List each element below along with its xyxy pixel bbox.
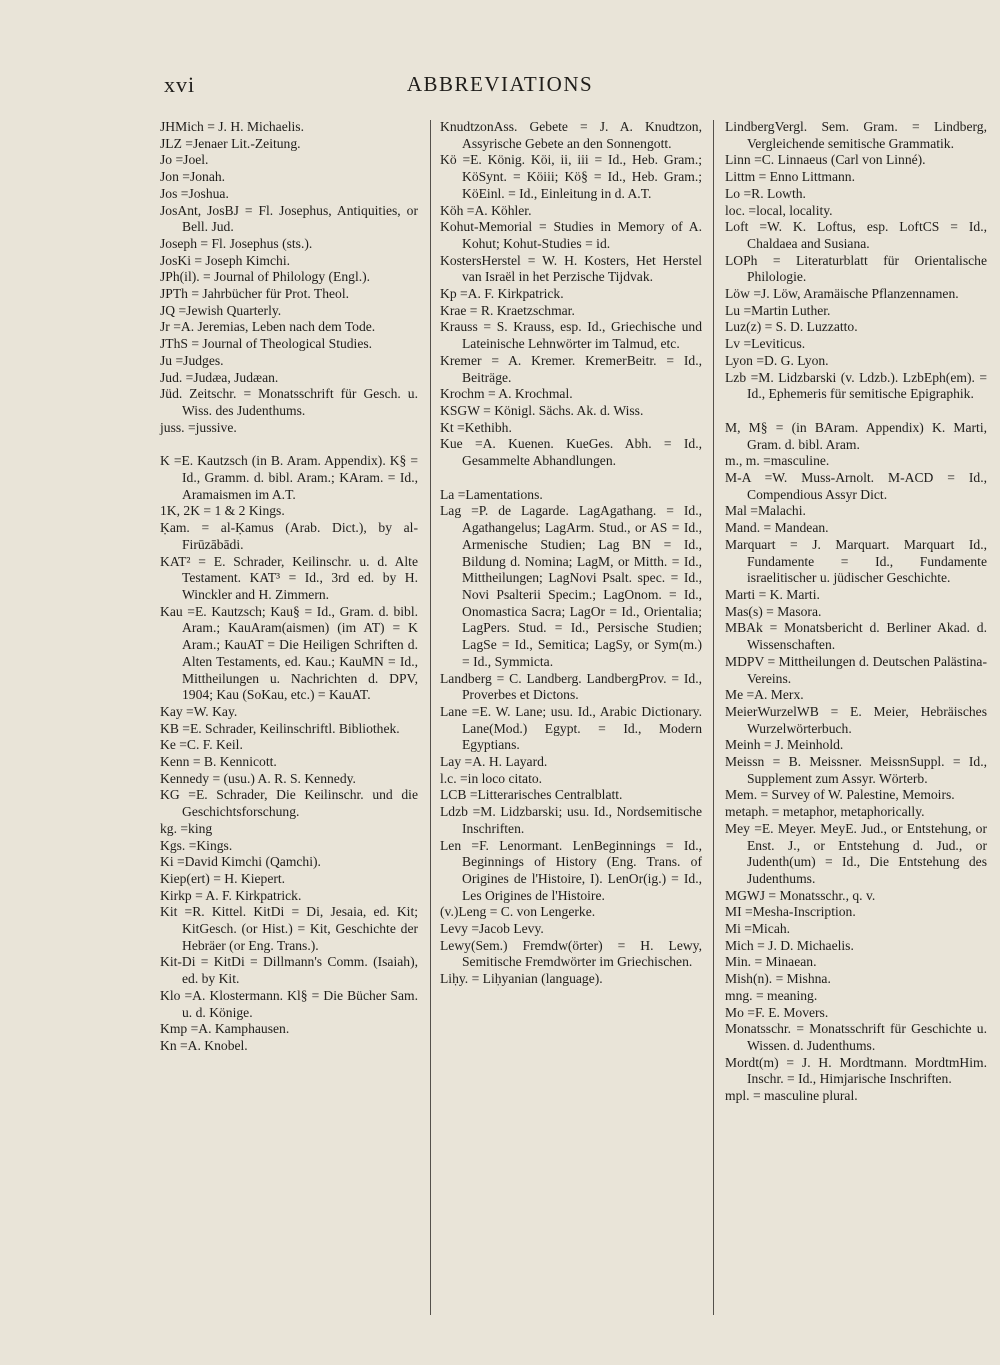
column-1 xyxy=(160,119,418,1055)
abbreviation-entry: kg. =king xyxy=(160,820,213,836)
abbreviation-entry: Lzb =M. Lidzbarski (v. Ldzb.). LzbEph(em). = Id., Ephemeris für semitische Epigraphik. xyxy=(725,369,987,402)
abbreviation-entry: metaph. = metaphor, metaphorically. xyxy=(725,804,925,820)
column-2 xyxy=(440,119,702,988)
abbreviation-entry: Kiep(ert) = H. Kiepert. xyxy=(160,870,286,886)
abbreviation-entry: LindbergVergl. Sem. Gram. = Lindberg, Vergleichende semitische Grammatik. xyxy=(725,119,987,151)
column-rule-left xyxy=(430,120,431,1315)
abbreviation-entry: Krochm = A. Krochmal. xyxy=(440,386,573,402)
abbreviation-entry: KnudtzonAss. Gebete = J. A. Knudtzon, Assyrische Gebete an den Sonnengott. xyxy=(440,119,702,151)
abbreviation-entry: l.c. =in loco citato. xyxy=(440,770,543,786)
abbreviation-entry: Kohut-Memorial = Studies in Memory of A. Kohut; Kohut-Studies = id. xyxy=(440,219,702,251)
abbreviation-entry: Littm = Enno Littmann. xyxy=(725,169,855,185)
abbreviation-entry: Kmp =A. Kamphausen. xyxy=(160,1021,290,1037)
abbreviation-entry: Lewy(Sem.) Fremdw(örter) = H. Lewy, Semitische Fremdwörter im Griechischen. xyxy=(440,937,702,970)
abbreviation-entry: Mordt(m) = J. H. Mordtmann. MordtmHim. Inschr. = Id., Himjarische Inschriften. xyxy=(725,1054,987,1087)
abbreviation-entry: Kremer = A. Kremer. KremerBeitr. = Id., Beiträge. xyxy=(440,352,702,385)
abbreviation-entry: Kenn = B. Kennicott. xyxy=(160,754,277,770)
abbreviation-entry: Mand. = Mandean. xyxy=(725,520,829,536)
abbreviation-entry: Jr =A. Jeremias, Leben nach dem Tode. xyxy=(160,319,376,335)
abbreviation-entry: JPh(il). = Journal of Philology (Engl.). xyxy=(160,269,371,285)
running-title: ABBREVIATIONS xyxy=(406,72,594,96)
abbreviation-entry: KostersHerstel = W. H. Kosters, Het Herstel van Israël in het Perzische Tijdvak. xyxy=(440,252,702,285)
column-3 xyxy=(725,119,987,1105)
abbreviation-entry: Linn =C. Linnaeus (Carl von Linné). xyxy=(725,152,926,168)
abbreviation-entry: Ḳam. = al-Ḳamus (Arab. Dict.), by al-Firūzābādi. xyxy=(160,520,418,552)
abbreviation-entry: MI =Mesha-Inscription. xyxy=(725,904,856,920)
abbreviation-entry: Kp =A. F. Kirkpatrick. xyxy=(440,286,564,302)
abbreviation-entry: K =E. Kautzsch (in B. Aram. Appendix). K§ = Id., Gramm. d. bibl. Aram.; KAram. = Id., Aramaismen im A.T. xyxy=(160,453,418,502)
abbreviation-entry: Monatsschr. = Monatsschrift für Geschichte u. Wissen. d. Judenthums. xyxy=(725,1021,987,1053)
abbreviation-entry: Kit-Di = KitDi = Dillmann's Comm. (Isaiah), ed. by Kit. xyxy=(160,954,418,987)
abbreviation-entry: loc. =local, locality. xyxy=(725,202,833,218)
abbreviation-entry: Lay =A. H. Layard. xyxy=(440,754,548,770)
abbreviation-entry: Krauss = S. Krauss, esp. Id., Griechische und Lateinische Lehnwörter im Talmud, etc. xyxy=(440,319,702,352)
abbreviation-entry: Meinh = J. Meinhold. xyxy=(725,737,844,753)
abbreviation-entry: Mey =E. Meyer. MeyE. Jud., or Entstehung, or Enst. J., or Entstehung d. Jud., or Judenth(um) = Id., Die Entstehung des Judenthums. xyxy=(725,820,987,886)
abbreviation-entry: JosAnt, JosBJ = Fl. Josephus, Antiquities, or Bell. Jud. xyxy=(160,202,418,235)
abbreviation-entry: 1K, 2K = 1 & 2 Kings. xyxy=(160,503,285,519)
abbreviation-entry: Marti = K. Marti. xyxy=(725,586,820,602)
abbreviation-entry: Kö =E. König. Köi, ii, iii = Id., Heb. Gram.; KöSynt. = Köiii; Kö§ = Id., Heb. Gram.; KöEinl. = Id., Einleitung in d. A.T. xyxy=(440,152,702,201)
abbreviation-entry: Min. = Minaean. xyxy=(725,954,817,970)
abbreviation-entry: Mo =F. E. Movers. xyxy=(725,1004,829,1020)
abbreviation-entry: LOPh = Literaturblatt für Orientalische Philologie. xyxy=(725,252,987,285)
abbreviation-entry: Mal =Malachi. xyxy=(725,503,806,519)
abbreviation-entry: JPTh = Jahrbücher für Prot. Theol. xyxy=(160,286,350,302)
abbreviation-entry: KSGW = Königl. Sächs. Ak. d. Wiss. xyxy=(440,402,644,418)
abbreviation-entry: Kennedy = (usu.) A. R. S. Kennedy. xyxy=(160,770,356,786)
abbreviation-entry: M-A =W. Muss-Arnolt. M-ACD = Id., Compendious Assyr Dict. xyxy=(725,470,987,502)
abbreviation-entry: Lag =P. de Lagarde. LagAgathang. = Id., Agathangelus; LagArm. Stud., or AS = Id., Armenische Studien; Lag BN = Id., Bildung d. Nomina; LagM, or Mitth. = Id., Mittheilungen; LagNovi Psalt. spec. = Id., Novi Psalterii Specim.; LagOnom. = Id., Onomastica Sacra; LagOr = Id., Orientalia; LagPers. Stud. = Id., Persische Studien; LagSe = Id., Semitica; LagSy, or Sym(m.) = Id., Symmicta. xyxy=(440,503,702,669)
abbreviation-entry: MDPV = Mittheilungen d. Deutschen Palästina-Vereins. xyxy=(725,653,987,686)
abbreviation-entry: Kay =W. Kay. xyxy=(160,703,238,719)
abbreviation-entry: Me =A. Merx. xyxy=(725,687,804,703)
abbreviation-entry: mpl. = masculine plural. xyxy=(725,1088,858,1104)
abbreviation-entry: Jüd. Zeitschr. = Monatsschrift für Gesch. u. Wiss. des Judenthums. xyxy=(160,386,418,418)
abbreviation-entry: LCB =Litterarisches Centralblatt. xyxy=(440,787,623,803)
abbreviation-entry: Marquart = J. Marquart. Marquart Id., Fundamente = Id., Fundamente israelitischer u. jüdischer Geschichte. xyxy=(725,536,987,586)
abbreviation-entry: Luz(z) = S. D. Luzzatto. xyxy=(725,319,858,335)
abbreviation-entry: juss. =jussive. xyxy=(160,419,237,435)
abbreviation-entry: Jos =Joshua. xyxy=(160,185,229,201)
abbreviation-entry: Landberg = C. Landberg. LandbergProv. = Id., Proverbes et Dictons. xyxy=(440,670,702,703)
abbreviation-entry: Mas(s) = Masora. xyxy=(725,603,822,619)
abbreviation-entry: MGWJ = Monatsschr., q. v. xyxy=(725,887,876,903)
abbreviation-entry: Jo =Joel. xyxy=(160,152,209,168)
abbreviation-entry: Levy =Jacob Levy. xyxy=(440,921,544,937)
abbreviation-entry: MBAk = Monatsbericht d. Berliner Akad. d. Wissenschaften. xyxy=(725,620,987,653)
page-header xyxy=(0,72,1000,104)
page-number: xvi xyxy=(164,72,196,97)
abbreviation-entry: MeierWurzelWB = E. Meier, Hebräisches Wurzelwörterbuch. xyxy=(725,703,987,736)
abbreviation-entry: Lyon =D. G. Lyon. xyxy=(725,352,829,368)
abbreviation-entry: Kirkp = A. F. Kirkpatrick. xyxy=(160,887,302,903)
abbreviation-entry: Mem. = Survey of W. Palestine, Memoirs. xyxy=(725,787,955,803)
abbreviation-entry: La =Lamentations. xyxy=(440,486,543,502)
abbreviation-entry: Klo =A. Klostermann. Kl§ = Die Bücher Sam. u. d. Könige. xyxy=(160,987,418,1020)
abbreviation-entry: Kit =R. Kittel. KitDi = Di, Jesaia, ed. Kit; KitGesch. (or Hist.) = Kit, Geschichte der Hebräer (or Eng. Trans.). xyxy=(160,904,418,953)
abbreviation-entry: Ju =Judges. xyxy=(160,352,224,368)
abbreviation-entry: Kue =A. Kuenen. KueGes. Abh. = Id., Gesammelte Abhandlungen. xyxy=(440,436,702,469)
abbreviation-entry: Mi =Micah. xyxy=(725,921,791,937)
abbreviation-entry: Ldzb =M. Lidzbarski; usu. Id., Nordsemitische Inschriften. xyxy=(440,804,702,836)
abbreviation-entry: Löw =J. Löw, Aramäische Pflanzennamen. xyxy=(725,286,959,302)
abbreviation-entry: KG =E. Schrader, Die Keilinschr. und die Geschichtsforschung. xyxy=(160,787,418,820)
abbreviation-entry: JThS = Journal of Theological Studies. xyxy=(160,336,373,352)
abbreviation-entry: Lo =R. Lowth. xyxy=(725,185,806,201)
abbreviation-entry: Ki =David Kimchi (Qamchi). xyxy=(160,854,321,870)
column-rule-right xyxy=(713,120,714,1315)
abbreviation-entry: Len =F. Lenormant. LenBeginnings = Id., Beginnings of History (Eng. Trans. of Origines de l'Histoire, I). LenOr(ig.) = Id., Les Origines de l'Histoire. xyxy=(440,837,702,903)
abbreviation-entry: Meissn = B. Meissner. MeissnSuppl. = Id., Supplement zum Assyr. Wörterb. xyxy=(725,754,987,786)
abbreviation-entry: JLZ =Jenaer Lit.-Zeitung. xyxy=(160,135,301,151)
abbreviation-entry: Mish(n). = Mishna. xyxy=(725,971,831,987)
abbreviation-entry: JosKi = Joseph Kimchi. xyxy=(160,252,291,268)
abbreviation-entry: Kn =A. Knobel. xyxy=(160,1037,248,1053)
abbreviation-entry: Ke =C. F. Keil. xyxy=(160,737,243,753)
abbreviation-entry: (v.)Leng = C. von Lengerke. xyxy=(440,904,596,920)
abbreviation-entry: Joseph = Fl. Josephus (sts.). xyxy=(160,235,313,251)
abbreviation-entry: Loft =W. K. Loftus, esp. LoftCS = Id., Chaldaea and Susiana. xyxy=(725,219,987,251)
abbreviation-entry: Lv =Leviticus. xyxy=(725,336,806,352)
abbreviation-entry: Mich = J. D. Michaelis. xyxy=(725,937,854,953)
abbreviation-entry: JHMich = J. H. Michaelis. xyxy=(160,119,304,134)
abbreviation-entry: Lu =Martin Luther. xyxy=(725,302,831,318)
abbreviation-entry: Lane =E. W. Lane; usu. Id., Arabic Dictionary. Lane(Mod.) Egypt. = Id., Modern Egyptians. xyxy=(440,703,702,753)
abbreviation-entry: Jon =Jonah. xyxy=(160,169,226,185)
abbreviation-entry: Krae = R. Kraetzschmar. xyxy=(440,302,575,318)
abbreviation-entry: Liḥy. = Liḥyanian (language). xyxy=(440,971,603,987)
abbreviation-entry: Kt =Kethibh. xyxy=(440,419,512,435)
abbreviation-entry: KAT² = E. Schrader, Keilinschr. u. d. Alte Testament. KAT³ = Id., 3rd ed. by H. Winckler and H. Zimmern. xyxy=(160,553,418,602)
abbreviation-entry: JQ =Jewish Quarterly. xyxy=(160,302,282,318)
abbreviation-entry: m., m. =masculine. xyxy=(725,453,830,469)
abbreviation-entry: Kau =E. Kautzsch; Kau§ = Id., Gram. d. bibl. Aram.; KauAram(aismen) (im AT) = K Aram.; KauAT = Die Heiligen Schriften d. Alten Testaments, ed. Kau.; KauMN = Id., Mittheilungen u. Nachrichten d. DPV, 1904; Kau (SoKau, etc.) = KauAT. xyxy=(160,603,418,703)
abbreviation-entry: mng. = meaning. xyxy=(725,987,818,1003)
abbreviation-entry: Kgs. =Kings. xyxy=(160,837,233,853)
abbreviation-entry: Jud. =Judæa, Judæan. xyxy=(160,369,279,385)
abbreviation-entry: Köh =A. Köhler. xyxy=(440,202,532,218)
abbreviation-entry: KB =E. Schrader, Keilinschriftl. Bibliothek. xyxy=(160,720,400,736)
abbreviation-entry: M, M§ = (in BAram. Appendix) K. Marti, Gram. d. bibl. Aram. xyxy=(725,419,987,452)
